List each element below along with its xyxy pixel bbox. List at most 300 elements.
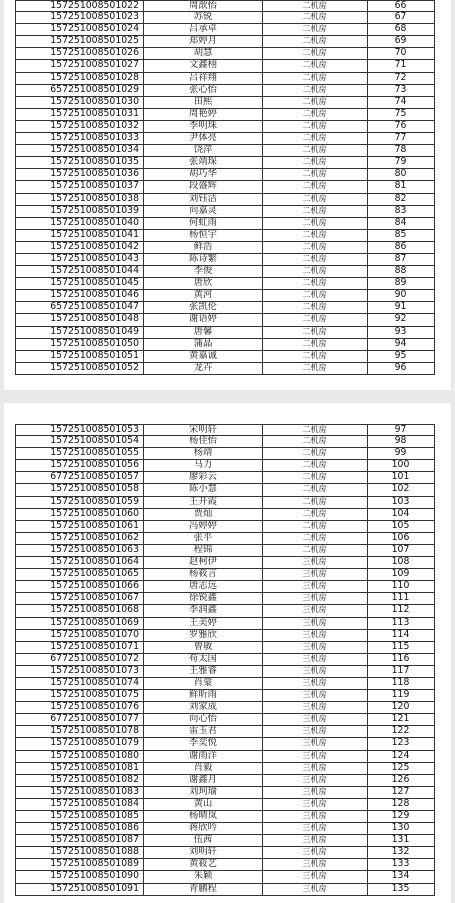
exam-id-cell: 157251008501030 [16, 97, 144, 108]
student-name-cell: 杨晴岚 [144, 811, 263, 822]
table-row [15, 763, 435, 775]
exam-id-cell: 157251008501027 [16, 60, 144, 71]
table-row [15, 60, 435, 72]
seat-number-cell: 95 [394, 350, 407, 361]
table-row [15, 884, 435, 896]
student-name-cell: 伍茜 [144, 835, 263, 846]
table-row [15, 714, 435, 726]
student-name-cell: 徐锐鑫 [144, 593, 263, 604]
room-cell: 二机房 [262, 436, 368, 447]
exam-id-cell: 157251008501070 [16, 630, 144, 641]
exam-id-cell: 157251008501059 [16, 497, 144, 508]
student-name-cell: 青鹏程 [144, 884, 263, 895]
room-cell: 二机房 [262, 242, 368, 253]
room-cell: 三机房 [262, 666, 368, 677]
student-name-cell: 王雅睿 [144, 666, 263, 677]
exam-id-cell: 157251008501045 [16, 278, 144, 289]
room-cell: 三机房 [262, 593, 368, 604]
room-cell: 二机房 [262, 533, 368, 544]
exam-id-cell: 157251008501071 [16, 642, 144, 653]
student-name-cell: 张心怡 [144, 85, 263, 96]
exam-id-cell: 157251008501088 [16, 847, 144, 858]
exam-id-cell: 157251008501050 [16, 339, 144, 350]
student-name-cell: 何虹雨 [144, 218, 263, 229]
exam-id-cell: 157251008501040 [16, 218, 144, 229]
exam-id-cell: 157251008501028 [16, 73, 144, 84]
seat-number-cell: 83 [394, 205, 407, 216]
student-name-cell: 朱颖 [144, 871, 263, 882]
room-cell: 二机房 [262, 302, 368, 313]
table-row [15, 859, 435, 871]
exam-id-cell: 157251008501025 [16, 36, 144, 47]
room-cell: 三机房 [262, 835, 368, 846]
room-cell: 二机房 [262, 448, 368, 459]
seat-number-cell: 70 [394, 48, 407, 59]
exam-id-cell: 157251008501065 [16, 569, 144, 580]
seat-number-cell: 133 [391, 859, 410, 870]
table-row [15, 85, 435, 97]
room-cell: 二机房 [262, 545, 368, 556]
room-cell: 二机房 [262, 497, 368, 508]
seat-number-cell: 69 [394, 36, 407, 47]
table-row [15, 678, 435, 690]
room-cell: 二机房 [262, 181, 368, 192]
student-name-cell: 王美婷 [144, 618, 263, 629]
student-name-cell: 鲜昕雨 [144, 690, 263, 701]
seat-number-cell: 100 [391, 460, 410, 471]
exam-id-cell: 157251008501087 [16, 835, 144, 846]
student-name-cell: 冯婷婷 [144, 521, 263, 532]
exam-id-cell: 157251008501069 [16, 618, 144, 629]
exam-id-cell: 157251008501054 [16, 436, 144, 447]
exam-id-cell: 157251008501039 [16, 206, 144, 217]
student-name-cell: 鲜浩 [144, 242, 263, 253]
seat-number-cell: 104 [391, 508, 410, 519]
student-name-cell: 张靖琛 [144, 157, 263, 168]
seat-number-cell: 76 [394, 120, 407, 131]
exam-id-cell: 157251008501061 [16, 521, 144, 532]
table-row [15, 206, 435, 218]
room-cell: 三机房 [262, 811, 368, 822]
exam-id-cell: 157251008501058 [16, 484, 144, 495]
student-name-cell: 宋明轩 [144, 425, 263, 435]
table-row [15, 666, 435, 678]
seat-number-cell: 91 [394, 302, 407, 313]
exam-id-cell: 157251008501084 [16, 799, 144, 810]
seat-number-cell: 117 [391, 665, 410, 676]
exam-id-cell: 677251008501077 [16, 714, 144, 725]
exam-id-cell: 157251008501060 [16, 509, 144, 520]
exam-id-cell: 157251008501067 [16, 593, 144, 604]
student-name-cell: 杨佳怡 [144, 436, 263, 447]
room-cell: 三机房 [262, 690, 368, 701]
student-name-cell: 龙卉 [144, 363, 263, 374]
exam-id-cell: 157251008501042 [16, 242, 144, 253]
student-name-cell: 曾敏 [144, 642, 263, 653]
table-row [15, 36, 435, 48]
room-cell: 二机房 [262, 133, 368, 144]
room-cell: 二机房 [262, 48, 368, 59]
student-name-cell: 谢语婷 [144, 314, 263, 325]
table-row [15, 702, 435, 714]
student-name-cell: 苏锐 [144, 12, 263, 23]
student-name-cell: 刘珂瑜 [144, 787, 263, 798]
student-name-cell: 田熙 [144, 97, 263, 108]
exam-id-cell: 157251008501080 [16, 751, 144, 762]
exam-id-cell: 157251008501056 [16, 460, 144, 471]
table-row [15, 497, 435, 509]
student-name-cell: 杨靖 [144, 448, 263, 459]
exam-id-cell: 157251008501023 [16, 12, 144, 23]
student-name-cell: 黄筱艺 [144, 859, 263, 870]
exam-id-cell: 157251008501052 [16, 363, 144, 374]
room-cell: 三机房 [262, 871, 368, 882]
table-row [15, 254, 435, 266]
student-name-cell: 刘明轩 [144, 847, 263, 858]
room-cell: 二机房 [262, 218, 368, 229]
table-row [15, 823, 435, 835]
room-cell: 三机房 [262, 859, 368, 870]
room-cell: 二机房 [262, 97, 368, 108]
room-cell: 三机房 [262, 618, 368, 629]
table-row [15, 569, 435, 581]
seat-number-cell: 131 [391, 835, 410, 846]
exam-id-cell: 157251008501044 [16, 266, 144, 277]
seat-number-cell: 122 [391, 726, 410, 737]
document-page-1 [4, 0, 451, 390]
exam-id-cell: 157251008501074 [16, 678, 144, 689]
table-row [15, 97, 435, 109]
table-row [15, 48, 435, 60]
student-name-cell: 赵柯伊 [144, 557, 263, 568]
room-cell: 三机房 [262, 702, 368, 713]
table-row [15, 847, 435, 859]
room-cell: 二机房 [262, 278, 368, 289]
student-name-cell: 段盛辉 [144, 181, 263, 192]
exam-id-cell: 157251008501090 [16, 871, 144, 882]
seat-number-cell: 75 [394, 108, 407, 119]
student-name-cell: 黄河 [144, 290, 263, 301]
table-row [15, 726, 435, 738]
student-name-cell: 唐欣 [144, 278, 263, 289]
student-name-cell: 马力 [144, 460, 263, 471]
seat-number-cell: 97 [394, 425, 407, 435]
exam-id-cell: 157251008501082 [16, 775, 144, 786]
exam-id-cell: 157251008501035 [16, 157, 144, 168]
room-cell: 二机房 [262, 206, 368, 217]
student-name-cell: 谢雨洋 [144, 751, 263, 762]
table-row [15, 242, 435, 254]
room-cell: 三机房 [262, 775, 368, 786]
student-name-cell: 李俊 [144, 266, 263, 277]
seat-number-cell: 68 [394, 24, 407, 35]
room-cell: 二机房 [262, 327, 368, 338]
room-cell: 三机房 [262, 738, 368, 749]
seat-number-cell: 103 [391, 496, 410, 507]
room-cell: 二机房 [262, 194, 368, 205]
exam-id-cell: 677251008501072 [16, 654, 144, 665]
document-page-2 [4, 403, 451, 903]
student-name-cell: 蒋欣吟 [144, 823, 263, 834]
seat-number-cell: 90 [394, 290, 407, 301]
seat-number-cell: 102 [391, 484, 410, 495]
table-row [15, 642, 435, 654]
seat-number-cell: 127 [391, 786, 410, 797]
table-row [15, 12, 435, 24]
room-cell: 三机房 [262, 605, 368, 616]
table-row [15, 436, 435, 448]
student-name-cell: 雷玉君 [144, 726, 263, 737]
table-row [15, 181, 435, 193]
exam-id-cell: 157251008501063 [16, 545, 144, 556]
seat-number-cell: 87 [394, 253, 407, 264]
table-row [15, 509, 435, 521]
table-row [15, 145, 435, 157]
table-row [15, 314, 435, 326]
room-cell: 二机房 [262, 339, 368, 350]
student-name-cell: 李润鑫 [144, 605, 263, 616]
student-name-cell: 胡慧 [144, 48, 263, 59]
student-name-cell: 周歆怡 [144, 1, 263, 11]
seat-number-cell: 130 [391, 823, 410, 834]
student-name-cell: 廖彩云 [144, 472, 263, 483]
seat-number-cell: 66 [394, 1, 407, 11]
room-cell: 二机房 [262, 169, 368, 180]
exam-id-cell: 157251008501091 [16, 884, 144, 895]
table-row [15, 593, 435, 605]
room-cell: 三机房 [262, 726, 368, 737]
seat-number-cell: 89 [394, 278, 407, 289]
table-row [15, 618, 435, 630]
exam-id-cell: 157251008501034 [16, 145, 144, 156]
room-cell: 二机房 [262, 363, 368, 374]
student-name-cell: 胡巧华 [144, 169, 263, 180]
seat-number-cell: 114 [391, 629, 410, 640]
table-row [15, 630, 435, 642]
table-row [15, 605, 435, 617]
student-name-cell: 蒲晶 [144, 339, 263, 350]
exam-id-cell: 677251008501057 [16, 472, 144, 483]
exam-id-cell: 157251008501055 [16, 448, 144, 459]
room-cell: 二机房 [262, 24, 368, 35]
table-row [15, 278, 435, 290]
seat-number-cell: 128 [391, 798, 410, 809]
seat-number-cell: 110 [391, 581, 410, 592]
page-gap [0, 390, 455, 403]
table-row [15, 448, 435, 460]
table-row [15, 218, 435, 230]
exam-id-cell: 657251008501047 [16, 302, 144, 313]
room-cell: 三机房 [262, 787, 368, 798]
table-row [15, 157, 435, 169]
table-row [15, 557, 435, 569]
room-cell: 二机房 [262, 85, 368, 96]
seat-number-cell: 109 [391, 569, 410, 580]
student-name-cell: 刘钰洁 [144, 194, 263, 205]
seat-number-cell: 93 [394, 326, 407, 337]
student-name-cell: 谢鑫月 [144, 775, 263, 786]
room-cell: 三机房 [262, 823, 368, 834]
table-row [15, 290, 435, 302]
room-cell: 二机房 [262, 36, 368, 47]
seat-number-cell: 111 [391, 593, 410, 604]
seating-table-1 [15, 0, 435, 375]
student-name-cell: 李明珠 [144, 121, 263, 132]
table-row [15, 484, 435, 496]
student-name-cell: 吕承卓 [144, 24, 263, 35]
seat-number-cell: 105 [391, 520, 410, 531]
room-cell: 三机房 [262, 799, 368, 810]
student-name-cell: 郑婷月 [144, 36, 263, 47]
seat-number-cell: 119 [391, 690, 410, 701]
student-name-cell: 杨恒宇 [144, 230, 263, 241]
student-name-cell: 唐馨 [144, 327, 263, 338]
exam-id-cell: 157251008501053 [16, 425, 144, 435]
seat-number-cell: 120 [391, 702, 410, 713]
seat-number-cell: 113 [391, 617, 410, 628]
table-row [15, 339, 435, 351]
student-name-cell: 罗雅欣 [144, 630, 263, 641]
student-name-cell: 苟太国 [144, 654, 263, 665]
seat-number-cell: 132 [391, 847, 410, 858]
table-row [15, 871, 435, 883]
room-cell: 二机房 [262, 484, 368, 495]
exam-id-cell: 157251008501076 [16, 702, 144, 713]
student-name-cell: 周艳婷 [144, 109, 263, 120]
student-name-cell: 肖蒙 [144, 678, 263, 689]
room-cell: 二机房 [262, 12, 368, 23]
table-row [15, 351, 435, 363]
student-name-cell: 杨筱言 [144, 569, 263, 580]
table-row [15, 472, 435, 484]
table-row [15, 775, 435, 787]
table-row [15, 230, 435, 242]
exam-id-cell: 157251008501036 [16, 169, 144, 180]
seat-number-cell: 86 [394, 241, 407, 252]
seat-number-cell: 71 [394, 60, 407, 71]
seat-number-cell: 121 [391, 714, 410, 725]
exam-id-cell: 157251008501083 [16, 787, 144, 798]
student-name-cell: 向心怡 [144, 714, 263, 725]
seating-table-2 [15, 424, 435, 896]
student-name-cell: 唐志远 [144, 581, 263, 592]
student-name-cell: 程锦 [144, 545, 263, 556]
table-row [15, 327, 435, 339]
student-name-cell: 张凯伦 [144, 302, 263, 313]
room-cell: 三机房 [262, 569, 368, 580]
table-row [15, 811, 435, 823]
student-name-cell: 肖毅 [144, 763, 263, 774]
room-cell: 二机房 [262, 266, 368, 277]
exam-id-cell: 157251008501031 [16, 109, 144, 120]
table-row [15, 835, 435, 847]
student-name-cell: 吕祥翔 [144, 73, 263, 84]
room-cell: 三机房 [262, 847, 368, 858]
seat-number-cell: 74 [394, 96, 407, 107]
table-row [15, 654, 435, 666]
room-cell: 二机房 [262, 254, 368, 265]
seat-number-cell: 134 [391, 871, 410, 882]
student-name-cell: 刘家成 [144, 702, 263, 713]
seat-number-cell: 67 [394, 12, 407, 23]
table-row [15, 581, 435, 593]
table-row [15, 133, 435, 145]
table-row [15, 363, 435, 375]
seat-number-cell: 72 [394, 72, 407, 83]
student-name-cell: 王开霞 [144, 497, 263, 508]
room-cell: 三机房 [262, 630, 368, 641]
table-row [15, 690, 435, 702]
exam-id-cell: 657251008501029 [16, 85, 144, 96]
exam-id-cell: 157251008501033 [16, 133, 144, 144]
exam-id-cell: 157251008501022 [16, 1, 144, 11]
seat-number-cell: 88 [394, 266, 407, 277]
exam-id-cell: 157251008501048 [16, 314, 144, 325]
seat-number-cell: 99 [394, 448, 407, 459]
table-row [15, 533, 435, 545]
room-cell: 二机房 [262, 73, 368, 84]
seat-number-cell: 125 [391, 762, 410, 773]
exam-id-cell: 157251008501051 [16, 351, 144, 362]
room-cell: 三机房 [262, 884, 368, 895]
seat-number-cell: 124 [391, 750, 410, 761]
seat-number-cell: 129 [391, 811, 410, 821]
room-cell: 二机房 [262, 290, 368, 301]
student-name-cell: 李奕悦 [144, 738, 263, 749]
room-cell: 二机房 [262, 351, 368, 362]
seat-number-cell: 115 [391, 641, 410, 652]
student-name-cell: 贾灿 [144, 509, 263, 520]
exam-id-cell: 157251008501089 [16, 859, 144, 870]
student-name-cell: 尹体亮 [144, 133, 263, 144]
room-cell: 二机房 [262, 230, 368, 241]
exam-id-cell: 157251008501037 [16, 181, 144, 192]
seat-number-cell: 101 [391, 472, 410, 483]
exam-id-cell: 157251008501038 [16, 194, 144, 205]
room-cell: 二机房 [262, 509, 368, 520]
table-row [15, 424, 435, 436]
table-row [15, 266, 435, 278]
seat-number-cell: 96 [394, 362, 407, 373]
room-cell: 二机房 [262, 425, 368, 435]
exam-id-cell: 157251008501064 [16, 557, 144, 568]
student-name-cell: 黄嘉诚 [144, 351, 263, 362]
seat-number-cell: 98 [394, 436, 407, 447]
seat-number-cell: 77 [394, 133, 407, 144]
seat-number-cell: 118 [391, 677, 410, 688]
student-name-cell: 陈小慧 [144, 484, 263, 495]
seat-number-cell: 85 [394, 229, 407, 240]
seat-number-cell: 80 [394, 169, 407, 180]
table-row [15, 73, 435, 85]
table-row [15, 545, 435, 557]
student-name-cell: 饶萍 [144, 145, 263, 156]
student-name-cell: 文鑫栩 [144, 60, 263, 71]
seat-number-cell: 92 [394, 314, 407, 325]
exam-id-cell: 157251008501075 [16, 690, 144, 701]
seat-number-cell: 126 [391, 774, 410, 785]
exam-id-cell: 157251008501024 [16, 24, 144, 35]
seat-number-cell: 84 [394, 217, 407, 228]
exam-id-cell: 157251008501049 [16, 327, 144, 338]
room-cell: 三机房 [262, 751, 368, 762]
exam-id-cell: 157251008501043 [16, 254, 144, 265]
seat-number-cell: 79 [394, 157, 407, 168]
room-cell: 三机房 [262, 642, 368, 653]
room-cell: 三机房 [262, 678, 368, 689]
exam-id-cell: 157251008501041 [16, 230, 144, 241]
exam-id-cell: 157251008501062 [16, 533, 144, 544]
